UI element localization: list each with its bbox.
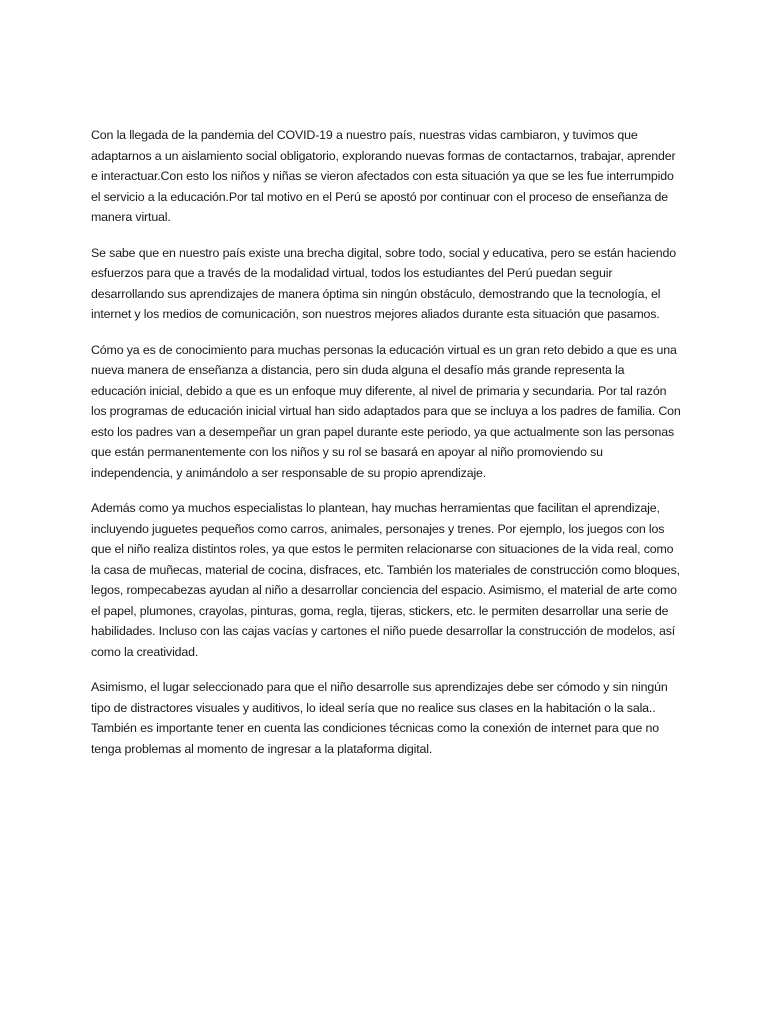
paragraph-digital-gap: Se sabe que en nuestro país existe una brecha digital, sobre todo, social y educativa, pero se están haciendo esfuerzos para que a través de la modalidad virtual, todos los estudiantes del Perú puedan seguir desarrollando sus aprendizajes de manera óptima sin ningún obstáculo, demostrando que la tecnología, el internet y los medios de comunicación, son nuestros mejores aliados durante esta situación que pasamos.: [91, 245, 676, 321]
paragraph-study-place: Asimismo, el lugar seleccionado para que el niño desarrolle sus aprendizajes debe ser cómodo y sin ningún tipo de distractores visuales y auditivos, lo ideal sería que no realice sus clases en la habitación o la sala.. También es importante tener en cuenta las condiciones técnicas como la conexión de internet para que no tenga problemas al momento de ingresar a la plataforma digital.: [91, 680, 668, 756]
paragraph-learning-tools: Además como ya muchos especialistas lo plantean, hay muchas herramientas que facilitan el aprendizaje, incluyendo juguetes pequeños como carros, animales, personajes y trenes. Por ejemplo, los juegos con los que el niño realiza distintos roles, ya que estos le permiten relacionarse con situaciones de la vida real, como la casa de muñecas, material de cocina, disfraces, etc. También los materiales de construcción como bloques, legos, rompecabezas ayudan al niño a desarrollar conciencia del espacio. Asimismo, el material de arte como el papel, plumones, crayolas, pinturas, goma, regla, tijeras, stickers, etc. le permiten desarrollar una serie de habilidades. Incluso con las cajas vacías y cartones el niño puede desarrollar la construcción de modelos, así como la creatividad.: [91, 501, 680, 659]
paragraph-pandemic-intro: Con la llegada de la pandemia del COVID-19 a nuestro país, nuestras vidas cambiaron, y tuvimos que adaptarnos a un aislamiento social obligatorio, explorando nuevas formas de contactarnos, trabajar, aprender e interactuar.Con esto los niños y niñas se vieron afectados con esta situación ya que se les fue interrumpido el servicio a la educación.Por tal motivo en el Perú se apostó por continuar con el proceso de enseñanza de manera virtual.: [91, 128, 676, 224]
document-body: [91, 125, 681, 774]
paragraph-initial-education: Cómo ya es de conocimiento para muchas personas la educación virtual es un gran reto debido a que es una nueva manera de enseñanza a distancia, pero sin duda alguna el desafío más grande representa la educación inicial, debido a que es un enfoque muy diferente, al nivel de primaria y secundaria. Por tal razón los programas de educación inicial virtual han sido adaptados para que se incluya a los padres de familia. Con esto los padres van a desempeñar un gran papel durante este periodo, ya que actualmente son las personas que están permanentemente con los niños y su rol se basará en apoyar al niño promoviendo su independencia, y animándolo a ser responsable de su propio aprendizaje.: [91, 342, 681, 480]
